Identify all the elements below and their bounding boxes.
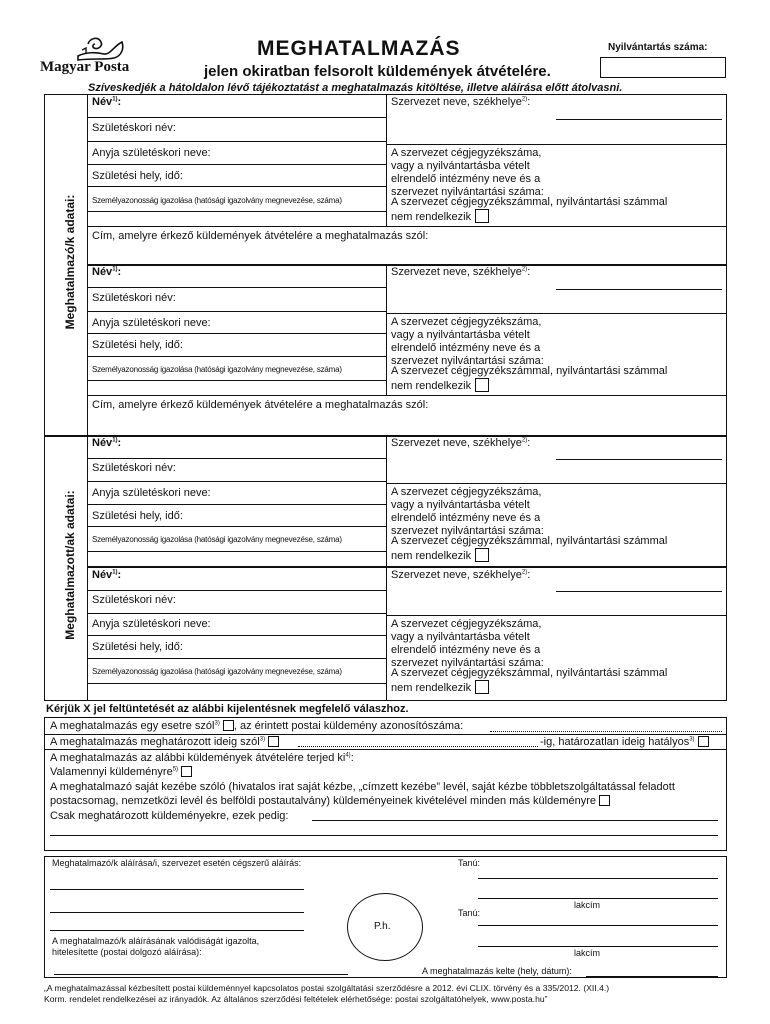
except-own-hand-checkbox[interactable] [599,795,610,806]
choice-single-occasion: A meghatalmazás egy esetre szól$^{3)}$ , az érintett postai küldemény azonosítószáma: [50,720,464,732]
witness-1-name-line[interactable] [478,878,718,879]
section-label-meghatalmazott: Meghatalmazott/ak adatai: [63,490,77,640]
sign-label: Meghatalmazó/k aláírása/i, szervezet esetén cégszerű aláírás: [52,858,302,868]
birth-place-label: Születési hely, idő: [92,339,183,351]
choice-specific-items: Csak meghatározott küldeményekre, ezek pedig: [50,810,289,822]
date-field[interactable] [586,976,718,977]
org-no-reg-label: A szervezet cégjegyzékszámmal, nyilvántartási számmal nem rendelkezik [391,667,668,694]
verification-signature-line[interactable] [54,974,348,975]
page-subtitle: jelen okiratban felsorolt küldemények átvételére. [204,63,551,80]
stamp-label: P.h. [374,921,391,932]
id-label: Személyazonosság igazolása (hatósági igazolvány megnevezése, száma) [92,535,342,544]
verification-line[interactable] [50,930,304,931]
id-label: Személyazonosság igazolása (hatósági igazolvány megnevezése, száma) [92,196,342,205]
verification-label: A meghatalmazó/k aláírásának valódiságát igazolta, hitelesítette (postai dolgozó aláírása): [52,936,260,957]
org-label: Szervezet neve, székhelye$^{2)}$: [391,437,531,449]
address-label: Cím, amelyre érkező küldemények átvételére a meghatalmazás szól: [92,230,429,242]
tracking-number-field[interactable] [490,731,722,732]
birth-name-label: Születéskori név: [92,594,176,606]
signature-line-1[interactable] [50,889,304,890]
date-label: A meghatalmazás kelte (hely, dátum): [422,966,572,976]
choices-heading: Kérjük X jel feltüntetését az alábbi kijelentésnek megfelelő válaszhoz. [46,703,409,715]
mother-name-label: Anyja születéskori neve: [92,487,211,499]
org-no-reg-label: A szervezet cégjegyzékszámmal, nyilvántartási számmal nem rendelkezik [391,535,668,562]
footer-note: „A meghatalmazással kézbesített postai küldeménnyel kapcsolatos postai szolgáltatási szerződésre a 2012. évi CLIX. törvény és a 335/2012. (XII.4.) Korm. rendelet rendelkezései az irányadók. Az általános szerződési feltételek elérhetősége: postai szolgáltatóhelyek, www.posta.hu” [44,983,610,1004]
witness-2-address-line[interactable] [478,946,718,947]
logo-text: Magyar Posta [40,59,130,75]
birth-place-label: Születési hely, idő: [92,641,183,653]
witness-1-address-label: lakcím [574,900,601,910]
org-no-reg-checkbox[interactable] [475,209,489,223]
mother-name-label: Anyja születéskori neve: [92,317,211,329]
mother-name-label: Anyja születéskori neve: [92,618,211,630]
single-occasion-checkbox[interactable] [223,720,234,731]
name-label: Név$^{1)}$: [92,96,122,108]
org-no-reg-checkbox[interactable] [475,680,489,694]
mother-name-label: Anyja születéskori neve: [92,147,211,159]
birth-place-label: Születési hely, idő: [92,510,183,522]
witness-2-address-label: lakcím [574,948,601,958]
name-label: Név$^{1)}$: [92,569,122,581]
section-label-meghatalmazo: Meghatalmazó/k adatai: [63,194,77,330]
id-label: Személyazonosság igazolása (hatósági igazolvány megnevezése, száma) [92,667,342,676]
choice-time-limited: A meghatalmazás meghatározott ideig szól$^{3)}$ [50,736,279,749]
org-label: Szervezet neve, székhelye$^{2)}$: [391,96,531,108]
indefinite-checkbox[interactable] [698,736,709,747]
choice-scope-label: A meghatalmazás az alábbi küldemények átvételére terjed $ki^{4)}$: [50,752,354,764]
org-reg-label: A szervezet cégjegyzékszáma, vagy a nyilvántartásba vételt elrendelő intézmény neve és a szervezet nyilvántartási száma: [391,147,544,198]
name-label: Név$^{1)}$: [92,437,122,449]
org-label: Szervezet neve, székhelye$^{2)}$: [391,266,531,278]
signature-line-2[interactable] [50,912,304,913]
witness-1-label: Tanú: [458,858,481,868]
id-label: Személyazonosság igazolása (hatósági igazolvány megnevezése, száma) [92,365,342,374]
birth-name-label: Születéskori név: [92,122,176,134]
all-items-checkbox[interactable] [181,766,192,777]
reg-number-label: Nyilvántartás száma: [608,42,708,53]
instruction-text: Szíveskedjék a hátoldalon lévő tájékoztatást a meghatalmazás kitöltése, illetve aláírása előtt átolvasni. [88,82,623,94]
birth-name-label: Születéskori név: [92,462,176,474]
name-label: Név$^{1)}$: [92,266,122,278]
birth-name-label: Születéskori név: [92,292,176,304]
address-label: Cím, amelyre érkező küldemények átvételére a meghatalmazás szól: [92,399,429,411]
org-no-reg-checkbox[interactable] [475,378,489,392]
org-label: Szervezet neve, székhelye$^{2)}$: [391,569,531,581]
org-no-reg-label: A szervezet cégjegyzékszámmal, nyilvántartási számmal nem rendelkezik [391,196,668,223]
org-reg-label: A szervezet cégjegyzékszáma, vagy a nyilvántartásba vételt elrendelő intézmény neve és a szervezet nyilvántartási száma: [391,316,544,367]
org-reg-label: A szervezet cégjegyzékszáma, vagy a nyilvántartásba vételt elrendelő intézmény neve és a szervezet nyilvántartási száma: [391,618,544,669]
choice-indefinite: -ig, határozatlan ideig hatályos$^{3)}$ [540,736,709,749]
choice-except-own-hand-2: postacsomag, nemzetközi levél és belföldi postautalvány) küldeményeinek kivételével minden más küldeményre [50,795,610,808]
specific-items-field-2[interactable] [50,835,718,836]
specific-items-field[interactable] [312,820,718,821]
time-limited-checkbox[interactable] [268,736,279,747]
org-no-reg-checkbox[interactable] [475,548,489,562]
org-reg-label: A szervezet cégjegyzékszáma, vagy a nyilvántartásba vételt elrendelő intézmény neve és a szervezet nyilvántartási száma: [391,486,544,537]
choice-all-items: Valamennyi küldeményre$^{5)}$ [50,766,192,779]
org-no-reg-label: A szervezet cégjegyzékszámmal, nyilvántartási számmal nem rendelkezik [391,365,668,392]
choice-except-own-hand-1: A meghatalmazó saját kezébe szóló (hivatalos irat saját kézbe, „címzett kezébe” levél, saját kézbe többletszolgáltatással feladott [50,781,675,793]
birth-place-label: Születési hely, idő: [92,170,183,182]
reg-number-field[interactable] [600,57,726,78]
witness-1-address-line[interactable] [478,898,718,899]
expiry-date-field[interactable] [298,746,538,747]
witness-2-label: Tanú: [458,908,481,918]
page-title: MEGHATALMAZÁS [257,37,461,60]
witness-2-name-line[interactable] [478,925,718,926]
